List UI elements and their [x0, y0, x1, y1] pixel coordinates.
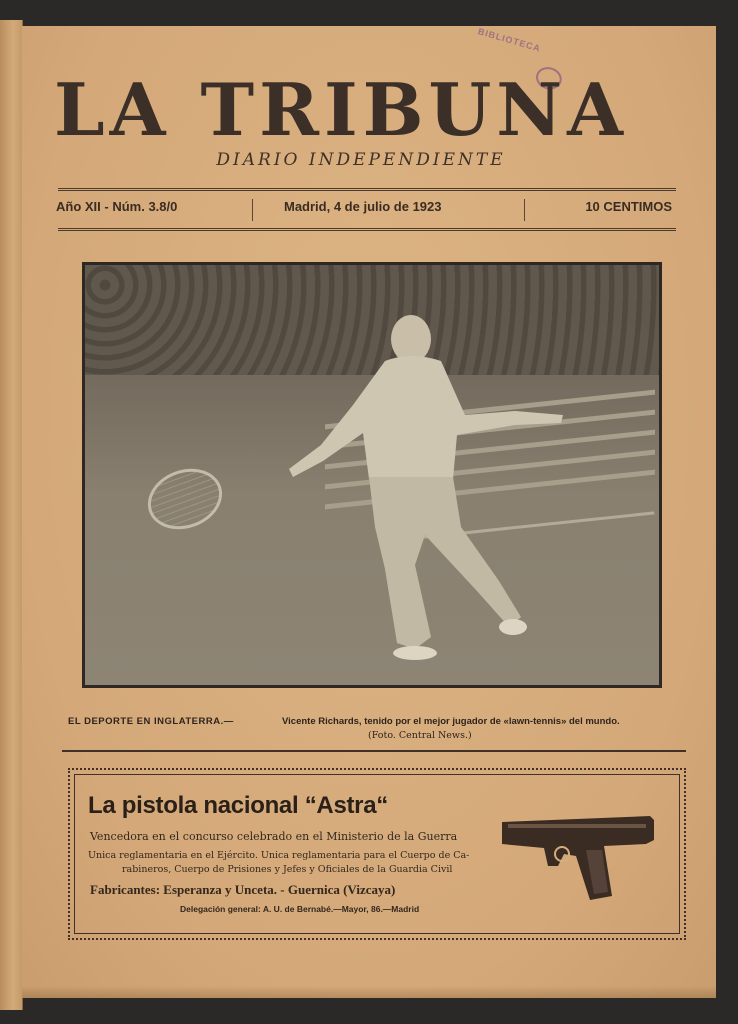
issue-date: Madrid, 4 de julio de 1923: [284, 199, 442, 214]
masthead-subtitle: DIARIO INDEPENDIENTE: [216, 150, 506, 170]
ad-line: rabineros, Cuerpo de Prisiones y Jefes y Oficiales de la Guardia Civil: [122, 864, 453, 875]
section-rule: [62, 750, 686, 752]
dateline-divider: [524, 199, 525, 221]
issue-price: 10 CENTIMOS: [585, 199, 672, 214]
adjacent-page-edge: [0, 20, 23, 1010]
ad-line: Unica reglamentaria en el Ejército. Unica reglamentaria para el Cuerpo de Ca-: [88, 850, 470, 861]
issue-number: Año XII - Núm. 3.8/0: [56, 199, 178, 214]
masthead-rule-bottom: [58, 228, 676, 231]
ad-delegation: Delegación general: A. U. de Bernabé.—Mayor, 86.—Madrid: [180, 904, 420, 914]
ad-title: La pistola nacional “Astra“: [88, 792, 388, 819]
masthead-rule-top: [58, 188, 676, 191]
tennis-player-figure: [85, 265, 662, 688]
photo-credit: (Foto. Central News.): [368, 730, 472, 741]
pistol-icon: [500, 804, 660, 902]
newspaper-page: [22, 26, 716, 998]
ad-manufacturers: Fabricantes: Esperanza y Unceta. - Guernica (Vizcaya): [90, 882, 396, 897]
stamp-text: BIBLIOTECA: [476, 26, 543, 54]
masthead-title: LA TRIBUNA: [54, 67, 628, 152]
tennis-photo: [82, 262, 662, 688]
caption-label: EL DEPORTE EN INGLATERRA.—: [68, 716, 234, 727]
page-fold-shadow: [22, 986, 716, 998]
astra-advertisement: [68, 768, 686, 940]
ad-line: Vencedora en el concurso celebrado en el Ministerio de la Guerra: [90, 830, 458, 843]
dateline-divider: [252, 199, 253, 221]
dateline: [56, 196, 678, 220]
caption-text: Vicente Richards, tenido por el mejor jugador de «lawn-tennis» del mundo.: [282, 716, 620, 727]
